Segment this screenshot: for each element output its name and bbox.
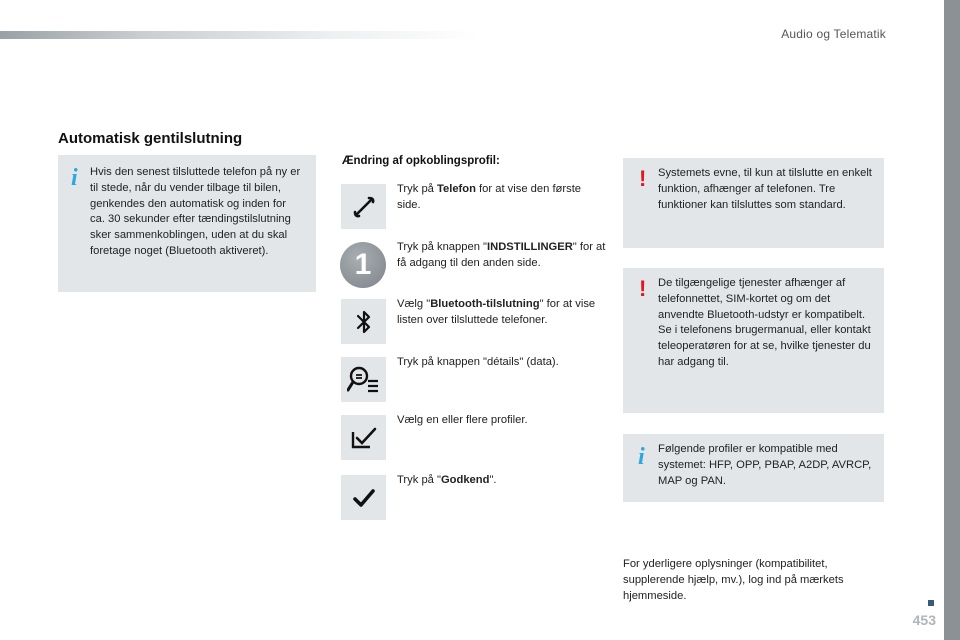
- info-box-auto-reconnect: [58, 155, 316, 292]
- page-number: 453: [912, 612, 936, 628]
- info-icon: i: [71, 165, 78, 191]
- step-4-text: Tryk på knappen "détails" (data).: [397, 356, 559, 368]
- info-icon: i: [638, 444, 645, 470]
- checkbox-icon: [341, 415, 386, 460]
- step-5-text: Vælg en eller flere profiler.: [397, 414, 528, 426]
- info-box-profiles: [623, 434, 884, 502]
- top-decorative-bar: [0, 31, 480, 39]
- step-number-badge: 1: [340, 242, 386, 288]
- chapter-header: Audio og Telematik: [781, 27, 886, 41]
- step-1-text: Tryk på Telefon for at vise den første side.: [397, 183, 582, 211]
- warning-icon: !: [639, 276, 647, 301]
- bluetooth-icon: [341, 299, 386, 344]
- info-box-right-text: Følgende profiler er kompatible med systemet: HFP, OPP, PBAP, A2DP, AVRCP, MAP og PAN.: [658, 443, 872, 487]
- section-title: Automatisk gentilslutning: [58, 130, 243, 147]
- details-icon: [341, 357, 386, 402]
- warning-box-1-text: Systemets evne, til kun at tilslutte en enkelt funktion, afhænger af telefonen. Tre funktioner kan tilsluttes som standard.: [658, 167, 872, 211]
- warning-box-functions: [623, 158, 884, 248]
- step-6-text: Tryk på "Godkend".: [397, 474, 497, 486]
- phone-icon: [341, 184, 386, 229]
- footer-note: For yderligere oplysninger (kompatibilitet, supplerende hjælp, mv.), log ind på mærkets hjemmeside.: [623, 558, 844, 602]
- procedure-title: Ændring af opkoblingsprofil:: [342, 155, 500, 167]
- checkmark-icon: [341, 475, 386, 520]
- right-edge-bar: [944, 0, 960, 640]
- warning-box-2-text: De tilgængelige tjenester afhænger af telefonnettet, SIM-kortet og om det anvendte Bluetooth-udstyr er kompatibelt. Se i telefonens brugermanual, eller kontakt teleoperatøren for at se, hvilke tjenester du har adgang til.: [658, 277, 871, 368]
- step-3-text: Vælg "Bluetooth-tilslutning" for at vise listen over tilsluttede telefoner.: [397, 298, 596, 326]
- info-box-text: Hvis den senest tilsluttede telefon på ny er til stede, når du vender tilbage til bilen, genkendes den automatisk og inden for ca. 30 sekunder efter tændingstilslutning sker sammenkoblingen, uden at du skal foretage noget (Bluetooth aktiveret).: [90, 166, 301, 257]
- warning-icon: !: [639, 166, 647, 191]
- page-marker: [928, 600, 934, 606]
- warning-box-services: [623, 268, 884, 413]
- step-2-text: Tryk på knappen "INDSTILLINGER" for at få adgang til den anden side.: [397, 241, 606, 269]
